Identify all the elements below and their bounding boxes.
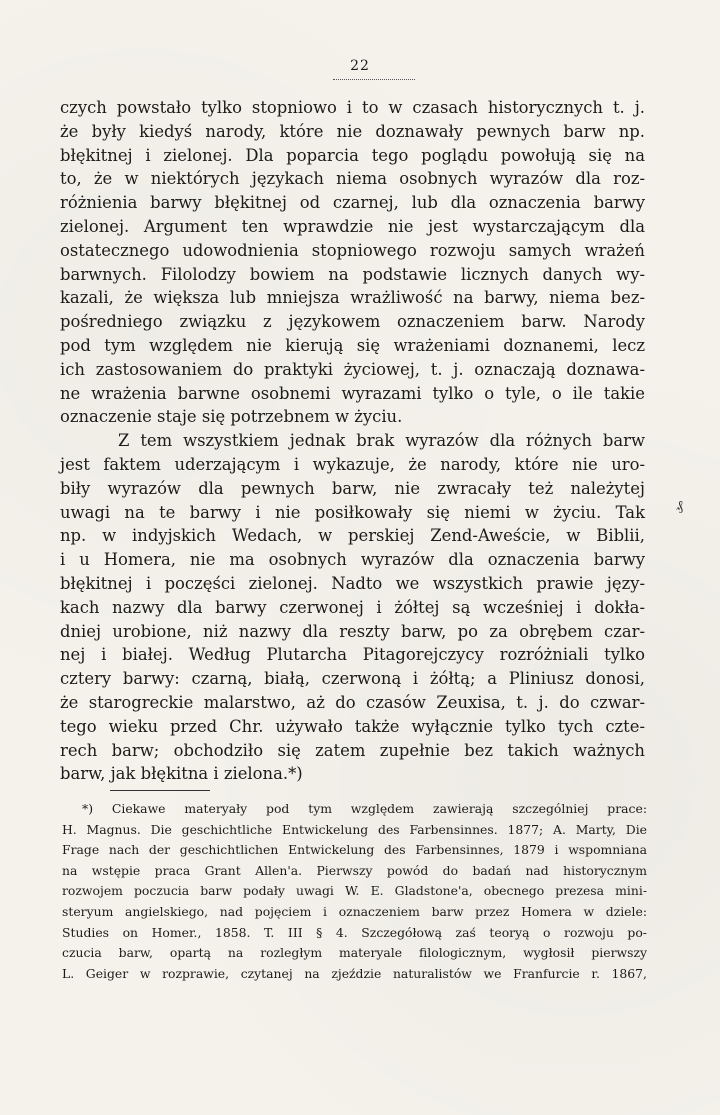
footnote-line: na wstępie praca Grant Allen'a. Pierwszy powód do badań nad historycznym bbox=[62, 862, 647, 878]
body-line: błękitnej i poczęści zielonej. Nadto we wszystkich prawie języ- bbox=[60, 573, 645, 593]
page-number-rule bbox=[333, 79, 415, 80]
footnote-line: L. Geiger w rozprawie, czytanej na zjeździe naturalistów we Franfurcie r. 1867, bbox=[62, 965, 647, 981]
margin-mark-icon: ₰ bbox=[676, 498, 683, 514]
body-line: to, że w niektórych językach niema osobnych wyrazów dla roz- bbox=[60, 169, 645, 189]
body-line: biły wyrazów dla pewnych barw, nie zwracały też należytej bbox=[60, 478, 645, 498]
footnote-line: rozwojem poczucia barw podały uwagi W. E. Gladstone'a, obecnego prezesa mini- bbox=[62, 883, 647, 899]
body-line: że były kiedyś narody, które nie doznawały pewnych barw np. bbox=[60, 121, 645, 141]
body-line: że starogreckie malarstwo, aż do czasów Zeuxisa, t. j. do czwar- bbox=[60, 692, 645, 712]
body-line: ich zastosowaniem do praktyki życiowej, t. j. oznaczają doznawa- bbox=[60, 359, 645, 379]
body-line: kazali, że większa lub mniejsza wrażliwość na barwy, niema bez- bbox=[60, 288, 645, 308]
footnote-separator bbox=[110, 790, 210, 791]
body-line: jest faktem uderzającym i wykazuje, że narody, które nie uro- bbox=[60, 454, 645, 474]
footnote-line: czucia barw, opartą na rozległym materyale filologicznym, wygłosił pierwszy bbox=[62, 945, 647, 961]
body-line: uwagi na te barwy i nie posiłkowały się niemi w życiu. Tak bbox=[60, 502, 645, 522]
body-line: barw, jak błękitna i zielona.*) bbox=[60, 764, 303, 784]
body-line: Z tem wszystkiem jednak brak wyrazów dla różnych barw bbox=[118, 431, 645, 451]
body-line: ne wrażenia barwne osobnemi wyrazami tylko o tyle, o ile takie bbox=[60, 383, 645, 403]
body-line: cztery barwy: czarną, białą, czerwoną i żółtą; a Pliniusz donosi, bbox=[60, 669, 645, 689]
body-line: różnienia barwy błękitnej od czarnej, lub dla oznaczenia barwy bbox=[60, 193, 645, 213]
body-line: np. w indyjskich Wedach, w perskiej Zend-Aweście, w Biblii, bbox=[60, 526, 645, 546]
body-line: oznaczenie staje się potrzebnem w życiu. bbox=[60, 407, 403, 427]
body-line: pośredniego związku z językowem oznaczeniem barw. Narody bbox=[60, 312, 645, 332]
body-line: pod tym względem nie kierują się wrażeniami doznanemi, lecz bbox=[60, 335, 645, 355]
body-line: dniej urobione, niż nazwy dla reszty barw, po za obrębem czar- bbox=[60, 621, 645, 641]
footnote-line: Frage nach der geschichtlichen Entwickelung des Farbensinnes, 1879 i wspomniana bbox=[62, 842, 647, 858]
body-line: rech barw; obchodziło się zatem zupełnie bez takich ważnych bbox=[60, 740, 645, 760]
footnote-line: *) Ciekawe materyały pod tym względem zawierają szczególniej prace: bbox=[82, 801, 647, 816]
body-line: czych powstało tylko stopniowo i to w czasach historycznych t. j. bbox=[60, 98, 645, 117]
body-text bbox=[60, 96, 645, 786]
body-line: i u Homera, nie ma osobnych wyrazów dla oznaczenia barwy bbox=[60, 550, 645, 570]
body-line: barwnych. Filolodzy bowiem na podstawie licznych danych wy- bbox=[60, 264, 645, 284]
body-line: kach nazwy dla barwy czerwonej i żółtej są wcześniej i dokła- bbox=[60, 597, 645, 617]
body-line: zielonej. Argument ten wprawdzie nie jest wystarczającym dla bbox=[60, 216, 645, 236]
footnote-line: H. Magnus. Die geschichtliche Entwickelung des Farbensinnes. 1877; A. Marty, Die bbox=[62, 821, 647, 837]
footnote-line: steryum angielskiego, nad pojęciem i oznaczeniem barw przez Homera w dziele: bbox=[62, 903, 647, 919]
page-number: 22 bbox=[350, 58, 370, 74]
body-line: nej i białej. Według Plutarcha Pitagorejczycy rozróżniali tylko bbox=[60, 645, 645, 665]
body-line: ostatecznego udowodnienia stopniowego rozwoju samych wrażeń bbox=[60, 240, 645, 260]
footnote-line: Studies on Homer., 1858. T. III § 4. Szczegółową zaś teoryą o rozwoju po- bbox=[62, 924, 647, 940]
body-line: błękitnej i zielonej. Dla poparcia tego poglądu powołują się na bbox=[60, 145, 645, 165]
footnotes bbox=[62, 799, 647, 984]
body-line: tego wieku przed Chr. używało także wyłącznie tylko tych czte- bbox=[60, 716, 645, 736]
